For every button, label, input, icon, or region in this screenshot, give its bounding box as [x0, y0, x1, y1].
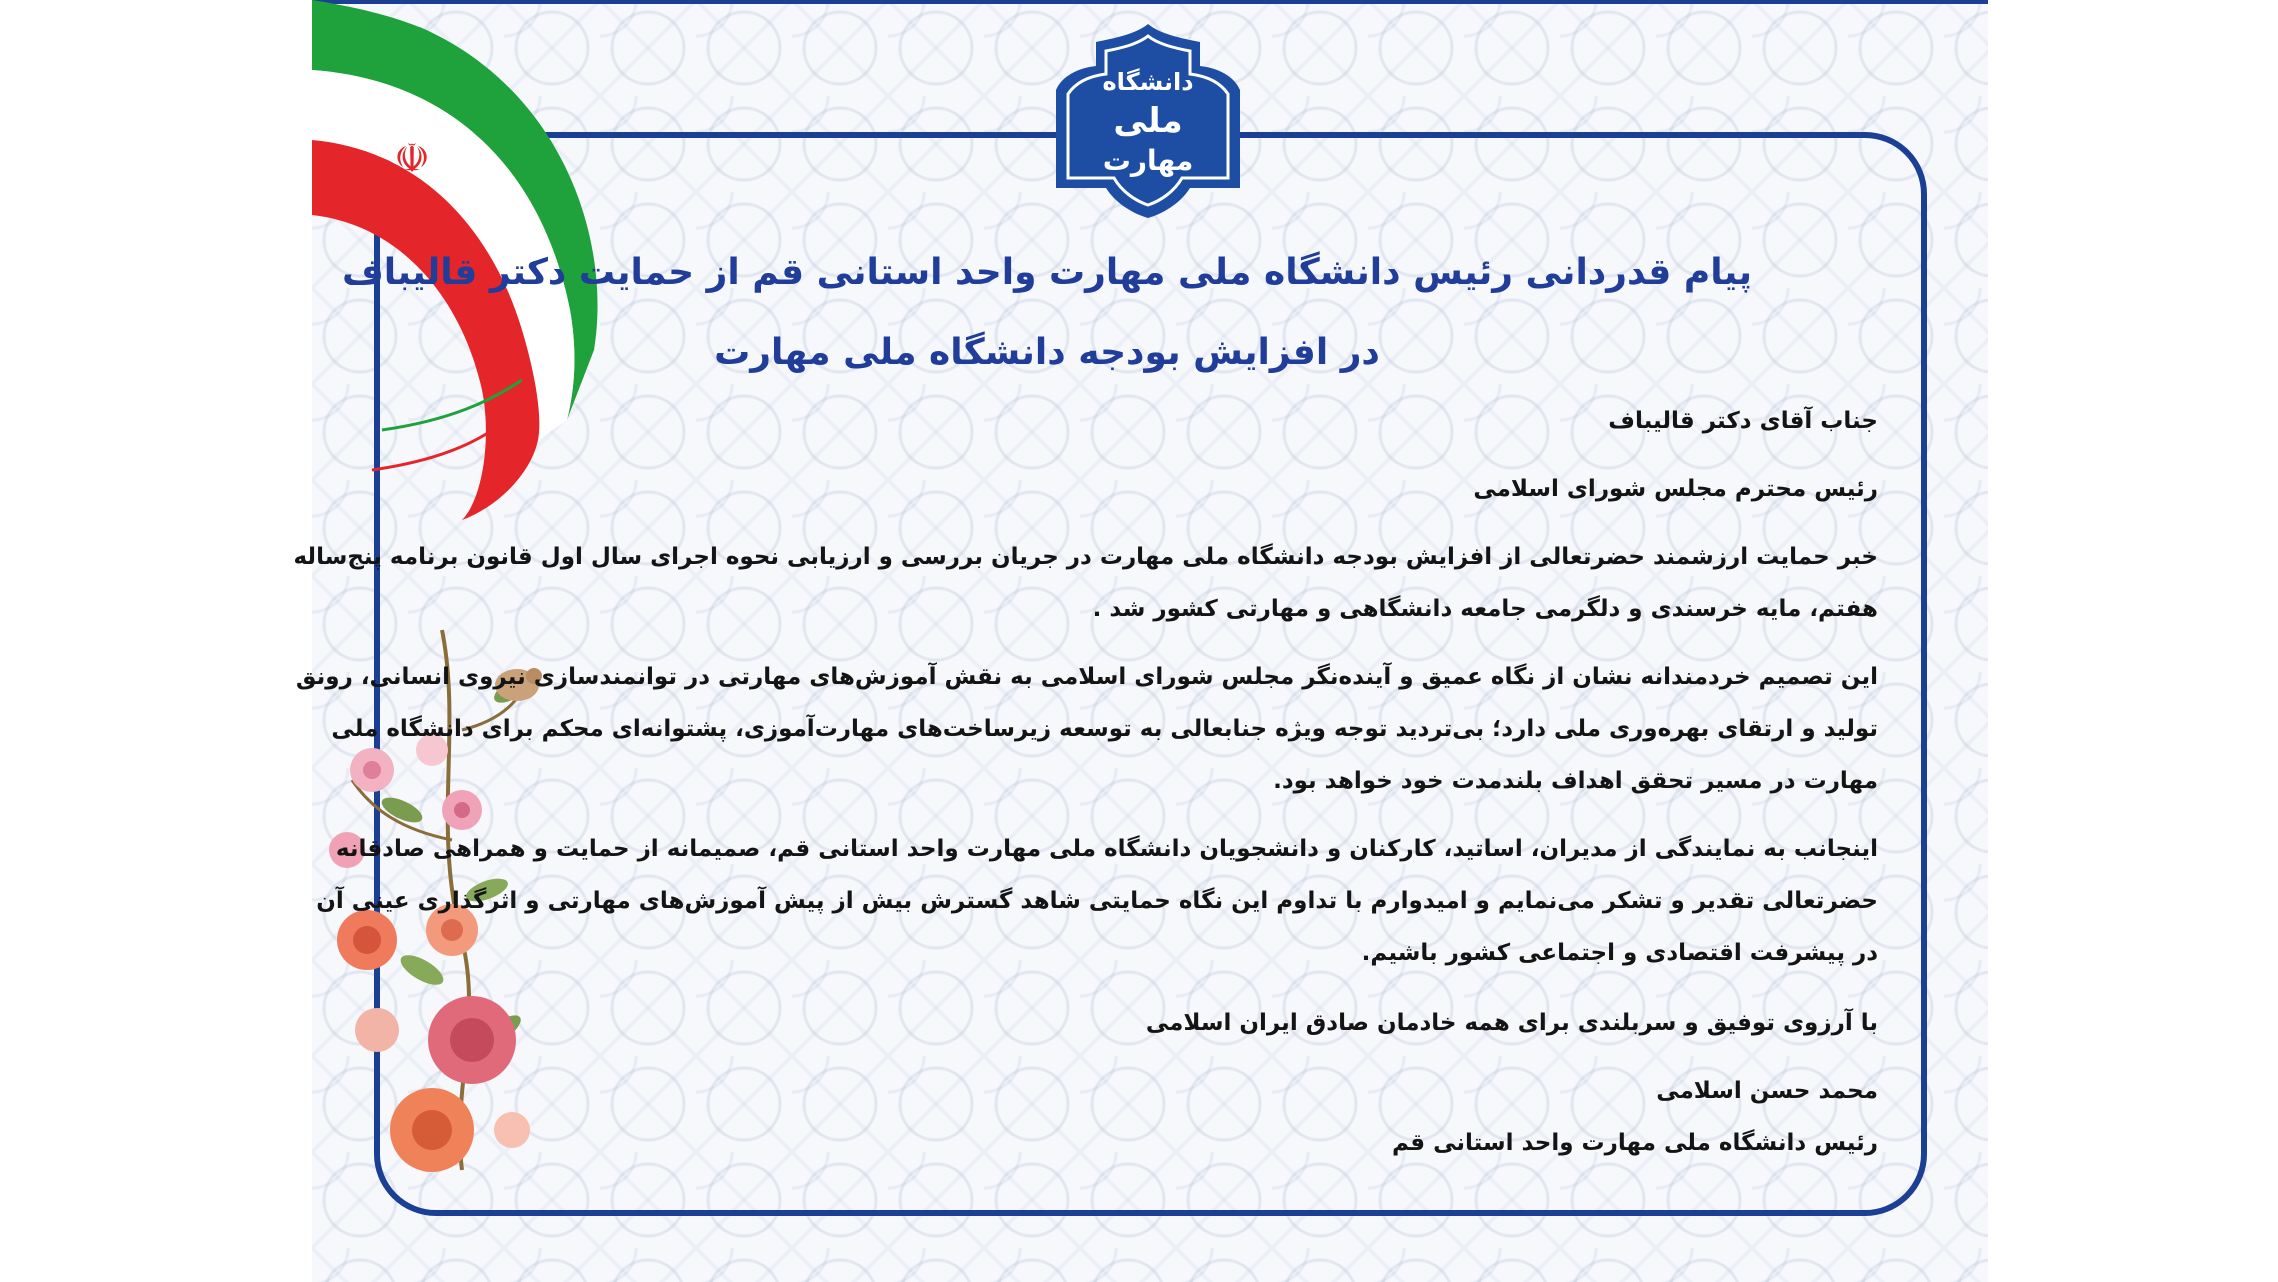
paragraph-2-line-3: مهارت در مسیر تحقق اهداف بلندمدت خود خواهد بود.	[1273, 768, 1878, 794]
paragraph-2-line-2: تولید و ارتقای بهره‌وری ملی دارد؛ بی‌تردید توجه ویژه جنابعالی به توسعه زیرساخت‌های مهارت‌آموزی، پشتوانه‌ای محکم برای دانشگاه ملی	[331, 716, 1878, 742]
paragraph-3-line-1: اینجانب به نمایندگی از مدیران، اساتید، کارکنان و دانشجویان دانشگاه ملی مهارت واحد استانی قم، صمیمانه از حمایت و همراهی صادقانه	[335, 836, 1878, 862]
paragraph-1-line-2: هفتم، مایه خرسندی و دلگرمی جامعه دانشگاهی و مهارتی کشور شد .	[1092, 596, 1878, 622]
logo-text-mid: ملی	[1113, 101, 1183, 141]
logo-text-bottom: مهارت	[1102, 144, 1194, 177]
signer-title: رئیس دانشگاه ملی مهارت واحد استانی قم	[1391, 1130, 1878, 1156]
document-title-line2: در افزایش بودجه دانشگاه ملی مهارت	[714, 332, 1380, 373]
document-title-line1: پیام قدردانی رئیس دانشگاه ملی مهارت واحد استانی قم از حمایت دکتر قالیباف	[341, 252, 1752, 293]
logo-text-top: دانشگاه	[1102, 68, 1194, 96]
paragraph-3-line-2: حضرتعالی تقدیر و تشکر می‌نمایم و امیدوارم با تداوم این نگاه حمایتی شاهد گسترش بیش از پیش آموزش‌های مهارتی و اثرگذاری عینی آن	[316, 888, 1878, 914]
paragraph-1-line-1: خبر حمایت ارزشمند حضرتعالی از افزایش بودجه دانشگاه ملی مهارت در جریان بررسی و ارزیابی نحوه اجرای سال اول قانون برنامه پنج‌ساله	[293, 544, 1878, 570]
university-logo	[1050, 20, 1246, 220]
document-content	[228, 230, 1878, 1190]
recipient-title: رئیس محترم مجلس شورای اسلامی	[1473, 476, 1878, 502]
signer-name: محمد حسن اسلامی	[1656, 1078, 1878, 1104]
salutation: جناب آقای دکتر قالیباف	[1608, 408, 1878, 434]
closing-wish: با آرزوی توفیق و سربلندی برای همه خادمان صادق ایران اسلامی	[1145, 1010, 1878, 1036]
paragraph-3-line-3: در پیشرفت اقتصادی و اجتماعی کشور باشیم.	[1361, 940, 1878, 966]
flag-emblem: ☫	[394, 136, 430, 182]
paragraph-2-line-1: این تصمیم خردمندانه نشان از نگاه عمیق و آینده‌نگر مجلس شورای اسلامی به نقش آموزش‌های مهارتی در توانمندسازی نیروی انسانی، رونق	[295, 664, 1878, 690]
